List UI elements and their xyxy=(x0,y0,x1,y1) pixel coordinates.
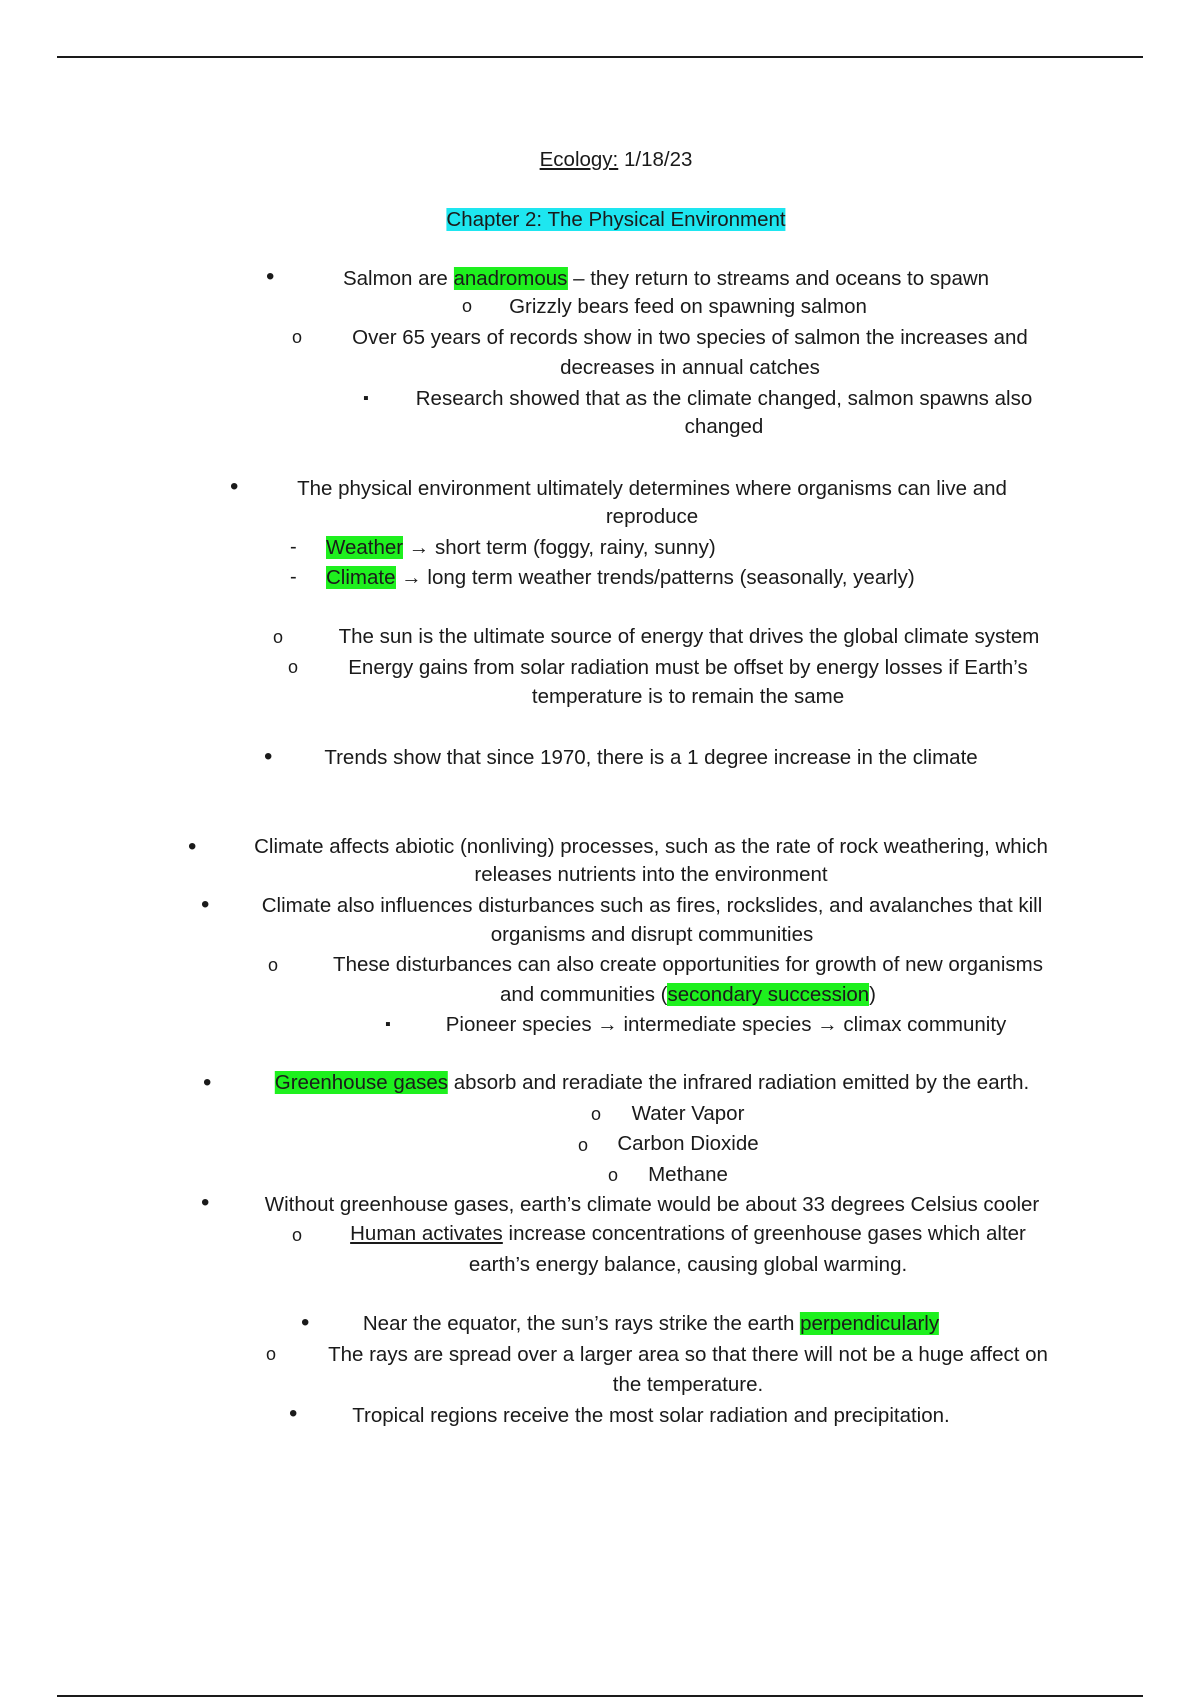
greenhouse-gases-term: Greenhouse gases xyxy=(274,1071,449,1094)
bullet-icon xyxy=(203,1070,211,1097)
tropical-line: Tropical regions receive the most solar radiation and precipitation. xyxy=(352,1404,950,1427)
title-label: Ecology: xyxy=(539,148,619,171)
bullet-icon xyxy=(188,834,196,861)
weather-line xyxy=(326,535,716,561)
chapter-heading-text: Chapter 2: The Physical Environment xyxy=(446,208,786,231)
energy-line1: Energy gains from solar radiation must be offset by energy losses if Earth’s xyxy=(348,656,1028,679)
title-date: 1/18/23 xyxy=(623,148,693,171)
opportunities-line1: These disturbances can also create opportunities for growth of new organisms xyxy=(333,953,1043,976)
energy-line2: temperature is to remain the same xyxy=(531,685,845,708)
climate-term: Climate xyxy=(326,566,396,589)
rays-line2: the temperature. xyxy=(612,1373,764,1396)
bullet-icon xyxy=(201,892,209,919)
circle-bullet-icon xyxy=(273,624,283,650)
gas-item: Carbon Dioxide xyxy=(617,1132,759,1155)
climate-rest: → long term weather trends/patterns (seasonally, yearly) xyxy=(395,566,915,589)
circle-bullet-icon xyxy=(578,1132,588,1158)
climate-line xyxy=(326,565,915,591)
bullet-icon xyxy=(301,1310,309,1337)
disturbances-line2: organisms and disrupt communities xyxy=(490,923,814,946)
trends-line: Trends show that since 1970, there is a 1 degree increase in the climate xyxy=(324,746,978,769)
opportunities-pre: and communities ( xyxy=(500,983,668,1006)
anadromous-term: anadromous xyxy=(453,267,568,290)
circle-bullet-icon xyxy=(292,1222,302,1248)
circle-bullet-icon xyxy=(608,1162,618,1188)
records-line2: decreases in annual catches xyxy=(560,356,820,379)
salmon-post: – they return to streams and oceans to spawn xyxy=(567,267,990,290)
greenhouse-line xyxy=(275,1070,1029,1096)
rays-line1: The rays are spread over a larger area so that there will not be a huge affect on xyxy=(328,1343,1048,1366)
chapter-heading xyxy=(446,207,785,233)
research-line1: Research showed that as the climate changed, salmon spawns also xyxy=(415,387,1033,410)
gas-item: Methane xyxy=(648,1163,728,1186)
grizzly-line: Grizzly bears feed on spawning salmon xyxy=(509,295,867,318)
circle-bullet-icon xyxy=(462,293,472,319)
circle-bullet-icon xyxy=(292,324,302,350)
equator-line xyxy=(363,1311,939,1337)
opportunities-post: ) xyxy=(869,983,876,1006)
perpendicularly-term: perpendicularly xyxy=(800,1312,940,1335)
greenhouse-rest: absorb and reradiate the infrared radiation emitted by the earth. xyxy=(448,1071,1030,1094)
abiotic-line1: Climate affects abiotic (nonliving) processes, such as the rate of rock weathering, which xyxy=(254,835,1048,858)
circle-bullet-icon xyxy=(266,1341,276,1367)
physical-line2: reproduce xyxy=(605,505,699,528)
gas-item: Water Vapor xyxy=(631,1102,745,1125)
human-line2: earth’s energy balance, causing global warming. xyxy=(468,1253,908,1276)
human-rest: increase concentrations of greenhouse gases which alter xyxy=(502,1222,1026,1245)
salmon-line xyxy=(343,266,989,292)
disturbances-line1: Climate also influences disturbances such as fires, rockslides, and avalanches that kill xyxy=(261,894,1043,917)
equator-pre: Near the equator, the sun’s rays strike the earth xyxy=(362,1312,801,1335)
square-bullet-icon xyxy=(363,384,369,412)
abiotic-line2: releases nutrients into the environment xyxy=(474,863,828,886)
circle-bullet-icon xyxy=(288,654,298,680)
bullet-icon xyxy=(266,264,274,291)
bullet-icon xyxy=(230,474,238,501)
dash-bullet-icon xyxy=(290,534,297,560)
succession-line: Pioneer species → intermediate species → climax community xyxy=(445,1013,1007,1036)
sun-line: The sun is the ultimate source of energy that drives the global climate system xyxy=(338,625,1040,648)
bullet-icon xyxy=(289,1401,297,1428)
human-line1 xyxy=(350,1221,1026,1247)
footer-rule xyxy=(57,1695,1143,1697)
page-title xyxy=(540,147,693,173)
research-line2: changed xyxy=(684,415,764,438)
opportunities-line2 xyxy=(500,982,876,1008)
human-activates-term: Human activates xyxy=(350,1222,503,1245)
bullet-icon xyxy=(201,1190,209,1217)
weather-rest: → short term (foggy, rainy, sunny) xyxy=(403,536,716,559)
dash-bullet-icon xyxy=(290,564,297,590)
salmon-pre: Salmon are xyxy=(342,267,454,290)
records-line1: Over 65 years of records show in two species of salmon the increases and xyxy=(352,326,1028,349)
secondary-succession-term: secondary succession xyxy=(667,983,870,1006)
without-line: Without greenhouse gases, earth’s climate would be about 33 degrees Celsius cooler xyxy=(264,1193,1040,1216)
square-bullet-icon xyxy=(385,1010,391,1038)
circle-bullet-icon xyxy=(591,1101,601,1127)
physical-line1: The physical environment ultimately determines where organisms can live and xyxy=(297,477,1007,500)
circle-bullet-icon xyxy=(268,952,278,978)
bullet-icon xyxy=(264,744,272,771)
weather-term: Weather xyxy=(326,536,404,559)
